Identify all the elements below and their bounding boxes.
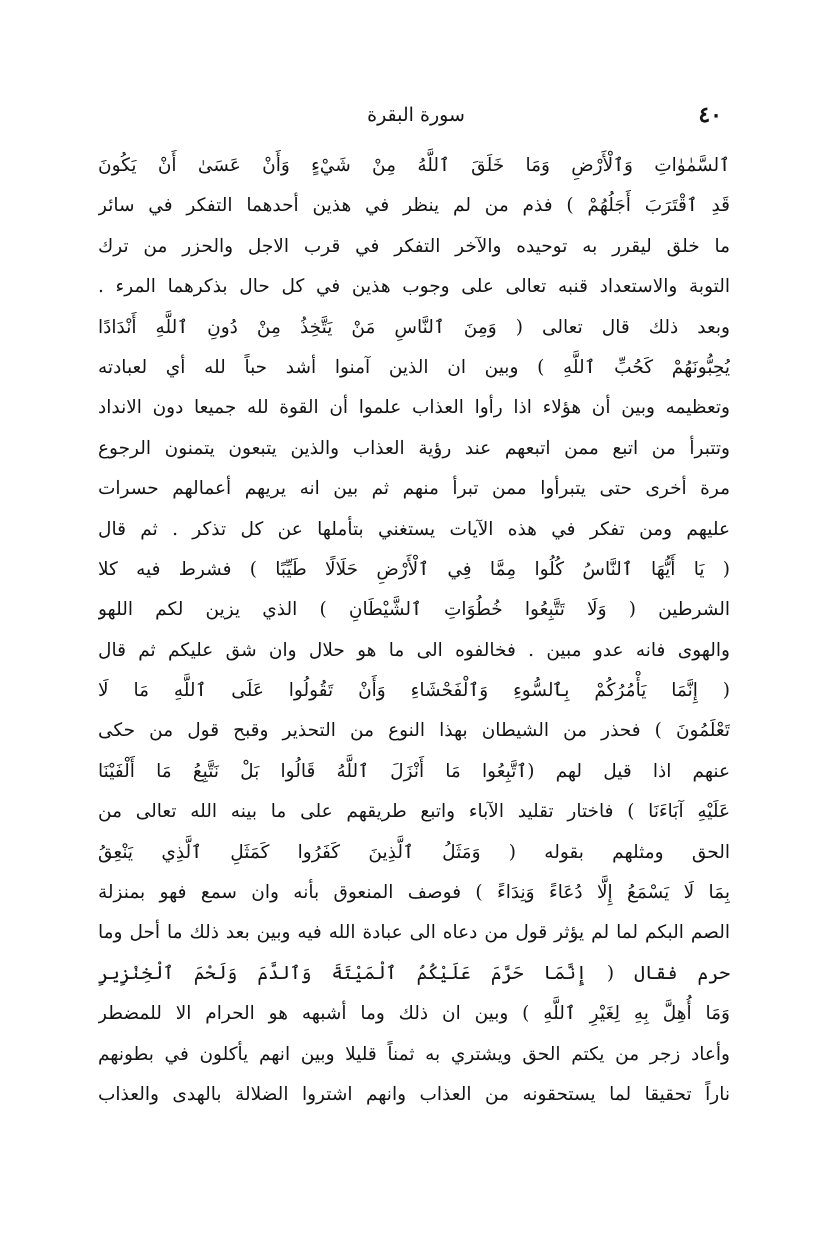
text-line: وَمَا أُهِلَّ بِهِ لِغَيْرِ ٱللَّهِ ) وبين ان ذلك وما أشبهه هو الحرام الا للمضطر [98,1003,730,1025]
text-line: الشرطين ( وَلَا تَتَّبِعُوا خُطُوَاتِ ٱلشَّيْطَانِ ) الذي يزين لكم اللهو [98,599,730,621]
surah-title: سورة البقرة [367,104,465,126]
text-line: وبعد ذلك قال تعالى ( وَمِنَ ٱلنَّاسِ مَنْ يَتَّخِذُ مِنْ دُونِ ٱللَّهِ أَنْدَادًا [98,316,730,338]
text-line: ما خلق ليقرر به توحيده والآخر التفكر في قرب الاجل والحزر من ترك [98,235,730,257]
page-number: ٤٠ [698,102,722,128]
text-line: يُحِبُّونَهُمْ كَحُبِّ ٱللَّهِ ) وبين ان الذين آمنوا أشد حباً لله أي لعبادته [98,356,730,378]
text-line: عليهم ومن تفكر في هذه الآيات يستغني بتأملها عن كل تذكر . ثم قال [98,518,730,540]
text-line: مرة أخرى حتى يتبرأوا ممن تبرأ منهم ثم بين انه يريهم أعمالهم حسرات [98,478,730,500]
text-line: وتعظيمه وبين أن هؤلاء اذا رأوا العذاب علموا أن القوة لله جميعا دون الانداد [98,397,730,419]
text-line: وتتبرأ من اتبع ممن اتبعهم عند رؤية العذاب والذين يتبعون يتمنون الرجوع [98,437,730,459]
text-line: بِمَا لَا يَسْمَعُ إِلَّا دُعَاءً وَنِدَاءً ) فوصف المنعوق بأنه وان سمع فهو بمنزلة [98,882,730,904]
text-line: تَعْلَمُونَ ) فحذر من الشيطان بهذا النوع من التحذير وقبح قول من حكى [98,720,730,742]
text-line: وأعاد زجر من يكتم الحق ويشتري به ثمناً قليلا وبين انهم يأكلون في بطونهم [98,1043,730,1065]
text-line: عَلَيْهِ آبَاءَنَا ) فاختار تقليد الآباء واتبع طريقهم على ما بينه الله تعالى من [98,801,730,823]
text-line: عنهم اذا قيل لهم (ٱتَّبِعُوا مَا أَنْزَلَ ٱللَّهُ قَالُوا بَلْ نَتَّبِعُ مَا أَلْفَيْنَا [98,760,730,782]
text-line: ( إِنَّمَا يَأْمُرُكُمْ بِٱلسُّوءِ وَٱلْفَحْشَاءِ وَأَنْ تَقُولُوا عَلَى ٱللَّهِ مَا لَا [98,680,730,702]
text-line: الصم البكم لما لم يؤثر قول من دعاه الى عبادة الله فيه وبين بعد ذلك ما أحل وما [98,922,730,944]
text-line: الحق ومثلهم بقوله ( وَمَثَلُ ٱلَّذِينَ كَفَرُوا كَمَثَلِ ٱلَّذِي يَنْعِقُ [98,841,730,863]
text-line: حرم فقال ( إِنَّمَا حَرَّمَ عَلَيْكُمُ ٱلْمَيْتَةَ وَٱلدَّمَ وَلَحْمَ ٱلْخِنْزِيرِ [98,962,730,984]
commentary-body [98,146,730,1115]
text-line: ( يَا أَيُّهَا ٱلنَّاسُ كُلُوا مِمَّا فِي ٱلْأَرْضِ حَلَالًا طَيِّبًا ) فشرط فيه كلا [98,558,730,580]
running-head [110,98,722,132]
text-line: والهوى فانه عدو مبين . فخالفوه الى ما هو حلال وان شق عليكم ثم قال [98,639,730,661]
text-line: التوبة والاستعداد قنبه تعالى على وجوب هذين في كل حال بذكرهما المرء . [98,276,730,298]
text-line: ناراً تحقيقا لما يستحقونه من العذاب وانهم اشتروا الضلالة بالهدى والعذاب [98,1083,730,1105]
text-line: ٱلسَّمٰوٰاتِ وَٱلْأَرْضِ وَمَا خَلَقَ ٱللَّهُ مِنْ شَيْءٍ وَأَنْ عَسَىٰ أَنْ يَكُونَ [98,155,730,176]
text-line: قَدِ ٱقْتَرَبَ أَجَلُهُمْ ) فذم من لم ينظر في هذين أحدهما التفكر في سائر [98,195,730,217]
